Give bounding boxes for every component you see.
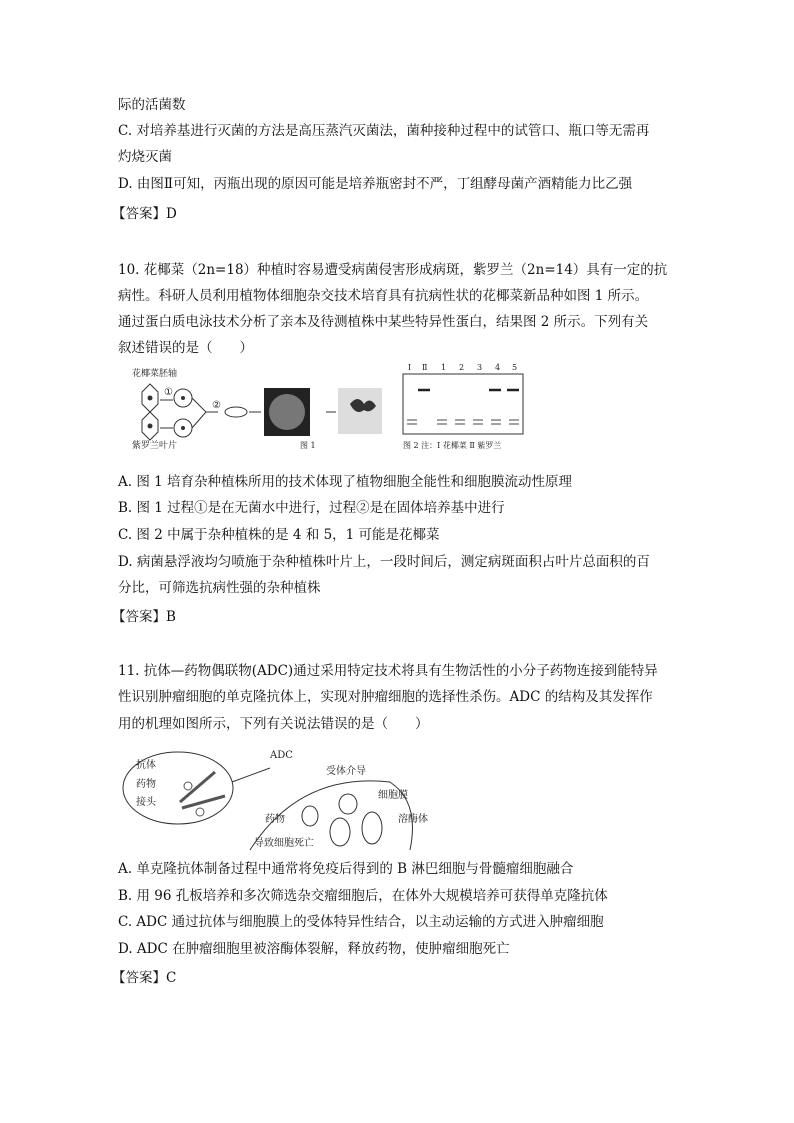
option-b: B. 图 1 过程①是在无菌水中进行，过程②是在固体培养基中进行 bbox=[118, 500, 505, 516]
svg-text:图 2 注：Ⅰ 花椰菜 Ⅱ 紫罗兰: 图 2 注：Ⅰ 花椰菜 Ⅱ 紫罗兰 bbox=[403, 441, 502, 450]
q10-figure bbox=[128, 362, 528, 452]
svg-text:图 1: 图 1 bbox=[300, 441, 316, 450]
question-stem: 通过蛋白质电泳技术分析了亲本及待测植株中某些特异性蛋白，结果图 2 所示。下列有关 bbox=[118, 314, 649, 330]
svg-text:②: ② bbox=[212, 400, 221, 411]
svg-text:药物: 药物 bbox=[265, 814, 285, 825]
svg-text:细胞膜: 细胞膜 bbox=[378, 790, 408, 801]
svg-text:受体介导: 受体介导 bbox=[326, 766, 366, 777]
svg-text:ADC: ADC bbox=[270, 750, 293, 761]
svg-text:抗体: 抗体 bbox=[136, 760, 156, 771]
svg-text:Ⅱ: Ⅱ bbox=[422, 363, 428, 372]
option-d: D. 病菌悬浮液均匀喷施于杂种植株叶片上，一段时间后，测定病斑面积占叶片总面积的百 bbox=[118, 554, 650, 570]
q11-figure bbox=[120, 742, 428, 850]
answer: 【答案】D bbox=[112, 206, 177, 222]
svg-text:3: 3 bbox=[477, 363, 483, 372]
svg-text:2: 2 bbox=[459, 363, 465, 372]
question-stem: 叙述错误的是（ ） bbox=[118, 340, 253, 356]
label-violet: 紫罗兰叶片 bbox=[132, 441, 178, 451]
question-stem: 10. 花椰菜（2n=18）种植时容易遭受病菌侵害形成病斑，紫罗兰（2n=14）具有一定的抗 bbox=[118, 262, 668, 278]
question-stem: 11. 抗体—药物偶联物(ADC)通过采用特定技术将具有生物活性的小分子药物连接到能特异 bbox=[118, 663, 658, 679]
option-a: A. 单克隆抗体制备过程中通常将免疫后得到的 B 淋巴细胞与骨髓瘤细胞融合 bbox=[118, 861, 574, 877]
answer: 【答案】C bbox=[112, 970, 177, 986]
svg-text:溶酶体: 溶酶体 bbox=[398, 814, 428, 825]
option-c: C. ADC 通过抗体与细胞膜上的受体特异性结合，以主动运输的方式进入肿瘤细胞 bbox=[118, 914, 604, 930]
option-d: D. 由图Ⅱ可知，丙瓶出现的原因可能是培养瓶密封不严，丁组酵母菌产酒精能力比乙强 bbox=[118, 176, 633, 192]
option-d-cont: 分比，可筛选抗病性强的杂种植株 bbox=[118, 580, 321, 596]
option-a: A. 图 1 培育杂种植株所用的技术体现了植物细胞全能性和细胞膜流动性原理 bbox=[118, 474, 573, 490]
question-stem: 病性。科研人员利用植物体细胞杂交技术培育具有抗病性状的花椰菜新品种如图 1 所示。 bbox=[118, 288, 649, 304]
svg-text:①: ① bbox=[164, 387, 173, 398]
svg-text:4: 4 bbox=[495, 363, 501, 372]
option-d: D. ADC 在肿瘤细胞里被溶酶体裂解，释放药物，使肿瘤细胞死亡 bbox=[118, 941, 510, 957]
option-b: B. 用 96 孔板培养和多次筛选杂交瘤细胞后，在体外大规模培养可获得单克隆抗体 bbox=[118, 888, 608, 904]
question-stem: 用的机理如图所示，下列有关说法错误的是（ ） bbox=[118, 716, 429, 732]
label-cauliflower: 花椰菜胚轴 bbox=[132, 369, 178, 379]
question-stem: 性识别肿瘤细胞的单克隆抗体上，实现对肿瘤细胞的选择性杀伤。ADC 的结构及其发挥作 bbox=[118, 689, 653, 705]
svg-text:导致细胞死亡: 导致细胞死亡 bbox=[254, 838, 314, 849]
svg-text:1: 1 bbox=[441, 363, 447, 372]
answer: 【答案】B bbox=[112, 609, 176, 625]
svg-text:接头: 接头 bbox=[136, 797, 156, 808]
svg-text:Ⅰ: Ⅰ bbox=[408, 363, 412, 372]
gel bbox=[403, 374, 523, 434]
option-c: C. 对培养基进行灭菌的方法是高压蒸汽灭菌法，菌种接种过程中的试管口、瓶口等无需再 bbox=[118, 123, 650, 139]
svg-text:5: 5 bbox=[512, 363, 518, 372]
text-line: 灼烧灭菌 bbox=[118, 149, 172, 165]
text-line: 际的活菌数 bbox=[118, 97, 186, 113]
svg-text:药物: 药物 bbox=[136, 779, 156, 790]
option-c: C. 图 2 中属于杂种植株的是 4 和 5，1 可能是花椰菜 bbox=[118, 527, 440, 543]
